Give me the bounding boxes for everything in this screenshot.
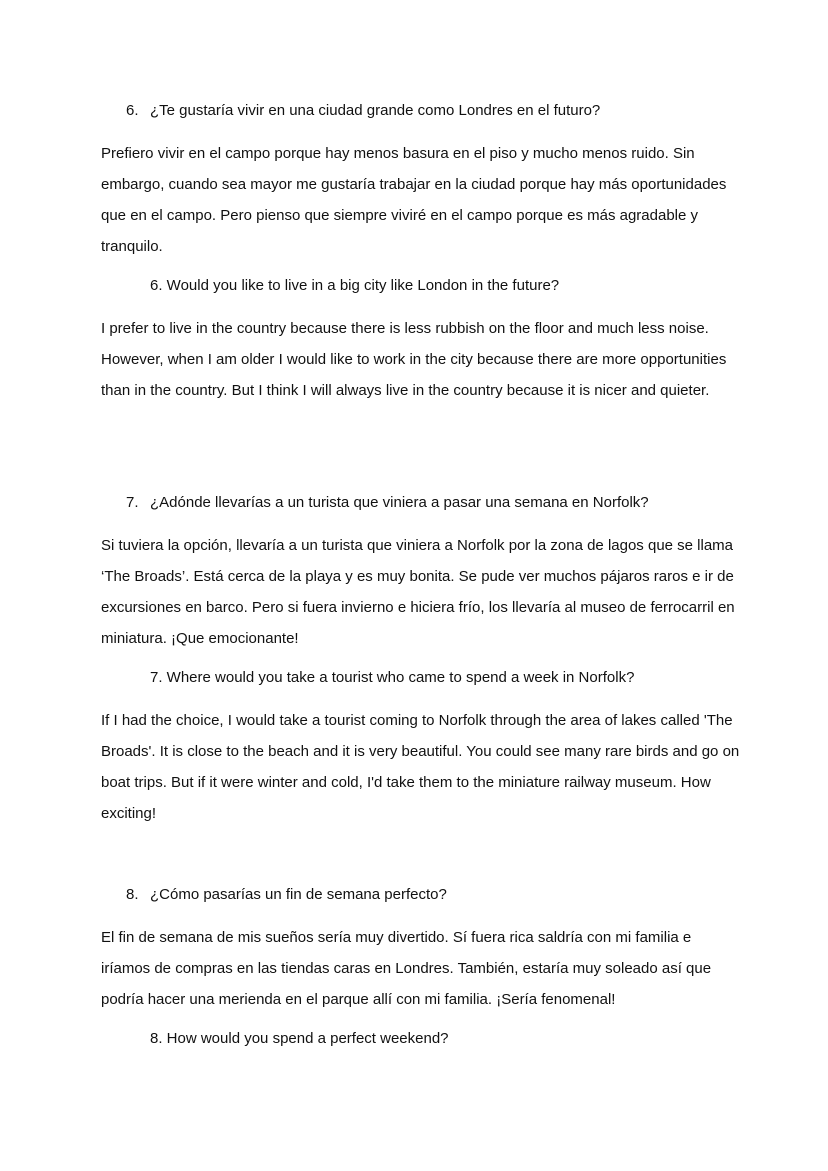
answer-6-en: I prefer to live in the country because there is less rubbish on the floor and much less noise. However, when I am older I would like to work in the city because there are more opportunities than in the country. But I think I will always live in the country because it is nicer and quieter.	[101, 320, 727, 399]
question-6-en: 6. Would you like to live in a big city like London in the future?	[150, 277, 560, 294]
answer-8-es: El fin de semana de mis sueños sería muy divertido. Sí fuera rica saldría con mi familia e iríamos de compras en las tiendas caras en Londres. También, estaría muy soleado así que podría hacer una merienda en el parque allí con mi familia. ¡Sería fenomenal!	[101, 929, 712, 1008]
question-number: 8.	[126, 886, 139, 903]
answer-7-es: Si tuviera la opción, llevaría a un turista que viniera a Norfolk por la zona de lagos que se llama ‘The Broads’. Está cerca de la playa y es muy bonita. Se pude ver muchos pájaros raros e ir de excursiones en barco. Pero si fuera invierno e hiciera frío, los llevaría al museo de ferrocarril en miniatura. ¡Que emocionante!	[101, 537, 735, 647]
question-8-en: 8. How would you spend a perfect weekend?	[150, 1030, 449, 1047]
question-text: ¿Cómo pasarías un fin de semana perfecto?	[150, 886, 447, 903]
question-number: 6.	[126, 102, 139, 119]
question-8-es	[126, 885, 447, 905]
question-text: ¿Te gustaría vivir en una ciudad grande como Londres en el futuro?	[150, 102, 601, 119]
question-7-es	[126, 493, 649, 513]
question-number: 7.	[126, 494, 139, 511]
question-7-en: 7. Where would you take a tourist who came to spend a week in Norfolk?	[150, 669, 635, 686]
answer-7-en: If I had the choice, I would take a tourist coming to Norfolk through the area of lakes called 'The Broads'. It is close to the beach and it is very beautiful. You could see many rare birds and go on boat trips. But if it were winter and cold, I'd take them to the miniature railway museum. How exciting!	[101, 712, 740, 822]
question-6-es	[126, 101, 600, 121]
question-text: ¿Adónde llevarías a un turista que viniera a pasar una semana en Norfolk?	[150, 494, 649, 511]
answer-6-es: Prefiero vivir en el campo porque hay menos basura en el piso y mucho menos ruido. Sin embargo, cuando sea mayor me gustaría trabajar en la ciudad porque hay más oportunidades que en el campo. Pero pienso que siempre viviré en el campo porque es más agradable y tranquilo.	[101, 145, 727, 255]
